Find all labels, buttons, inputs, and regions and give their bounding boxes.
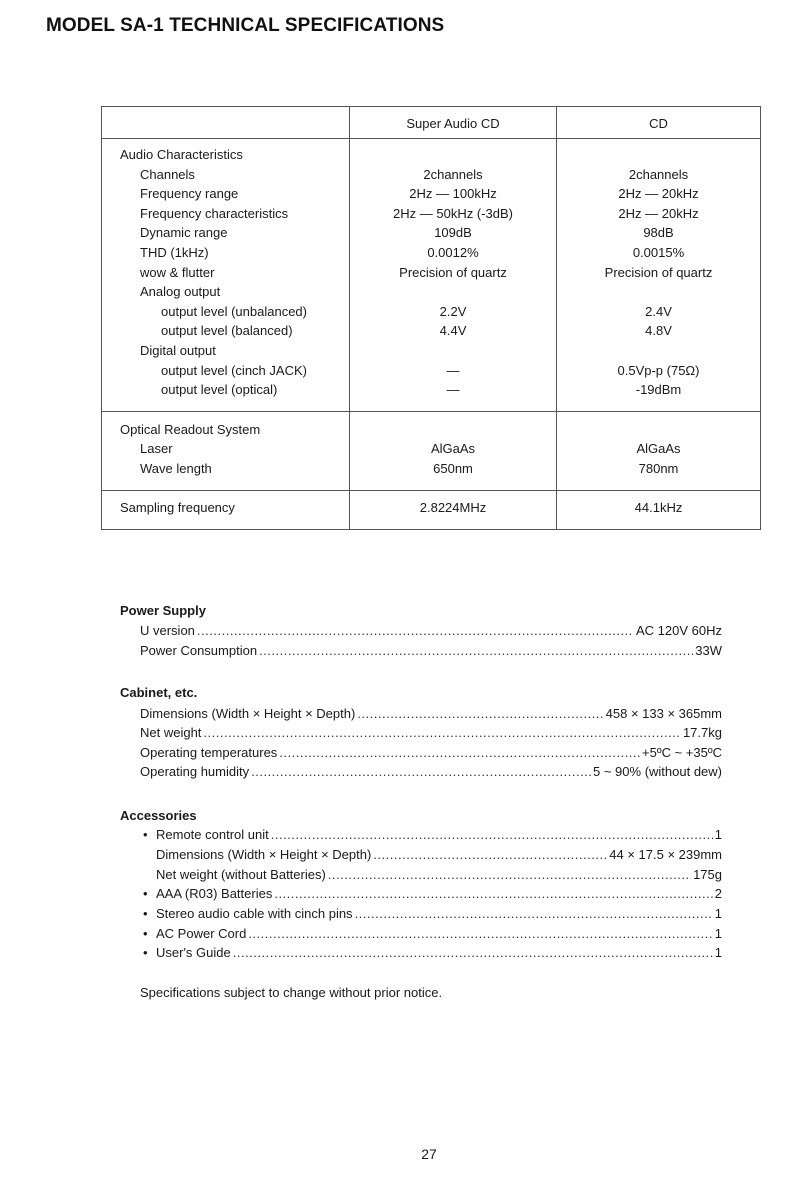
- spec-value: 458 × 133 × 365mm: [605, 706, 722, 721]
- spec-value: 1: [714, 827, 722, 842]
- bullet-icon: •: [143, 906, 148, 921]
- leader-dots: [357, 706, 603, 722]
- row-label: Digital output: [140, 343, 216, 358]
- spec-row: [156, 827, 722, 843]
- section-divider: [102, 490, 760, 491]
- row-label: Analog output: [140, 284, 221, 299]
- leader-dots: [251, 764, 591, 780]
- cd-value: Precision of quartz: [604, 265, 713, 280]
- bullet-icon: •: [143, 886, 148, 901]
- row-label: Frequency characteristics: [140, 206, 289, 221]
- leader-dots: [373, 847, 607, 863]
- sacd-value: Precision of quartz: [399, 265, 507, 280]
- sacd-value: 650nm: [433, 461, 473, 476]
- section-divider: [102, 411, 760, 412]
- spec-row: [140, 725, 722, 741]
- spec-label: Remote control unit: [156, 827, 269, 842]
- row-label: Frequency range: [140, 186, 239, 201]
- spec-value: 1: [714, 926, 722, 941]
- sacd-value: 2.2V: [439, 304, 467, 319]
- header-divider: [102, 138, 760, 139]
- spec-table: [101, 106, 761, 530]
- disclaimer-note: Specifications subject to change without prior notice.: [140, 985, 443, 1000]
- bullet-icon: •: [143, 926, 148, 941]
- row-label: Wave length: [140, 461, 212, 476]
- cd-value: 780nm: [638, 461, 679, 476]
- spec-row: [140, 623, 722, 639]
- spec-label: Dimensions (Width × Height × Depth): [156, 847, 372, 862]
- leader-dots: [248, 926, 712, 942]
- row-label: wow & flutter: [140, 265, 215, 280]
- spec-value: 17.7kg: [682, 725, 722, 740]
- header-cd: CD: [649, 116, 668, 131]
- section-heading: Power Supply: [120, 603, 206, 618]
- leader-dots: [355, 906, 713, 922]
- spec-row: [156, 945, 722, 961]
- cd-value: 2Hz — 20kHz: [618, 206, 699, 221]
- cd-value: 44.1kHz: [634, 500, 683, 515]
- page-title: MODEL SA-1 TECHNICAL SPECIFICATIONS: [46, 15, 445, 36]
- leader-dots: [328, 867, 691, 883]
- sacd-value: 2.8224MHz: [419, 500, 487, 515]
- leader-dots: [274, 886, 712, 902]
- cd-value: 2.4V: [645, 304, 672, 319]
- spec-label: Power Consumption: [140, 643, 258, 658]
- spec-label: Dimensions (Width × Height × Depth): [140, 706, 356, 721]
- spec-label: Net weight: [140, 725, 202, 740]
- cd-value: 2Hz — 20kHz: [618, 186, 699, 201]
- bullet-icon: •: [143, 827, 148, 842]
- sacd-value: 2channels: [423, 167, 483, 182]
- row-label: output level (optical): [161, 382, 278, 397]
- section-heading: Cabinet, etc.: [120, 685, 198, 700]
- spec-row: [140, 764, 722, 780]
- spec-label: Operating humidity: [140, 764, 250, 779]
- spec-value: 5 ~ 90% (without dew): [593, 764, 722, 779]
- spec-value: 1: [714, 945, 722, 960]
- spec-label: User's Guide: [156, 945, 231, 960]
- row-label: output level (balanced): [161, 323, 293, 338]
- sacd-value: 2Hz — 100kHz: [409, 186, 497, 201]
- cd-value: -19dBm: [635, 382, 682, 397]
- page-number: 27: [421, 1146, 437, 1162]
- spec-label: U version: [140, 623, 195, 638]
- row-label: output level (unbalanced): [161, 304, 307, 319]
- cd-value: 0.5Vp-p (75Ω): [617, 363, 700, 378]
- row-label: THD (1kHz): [140, 245, 209, 260]
- cd-value: 4.8V: [645, 323, 672, 338]
- spec-row: [140, 643, 722, 659]
- sacd-value: 0.0012%: [427, 245, 479, 260]
- spec-row: [140, 706, 722, 722]
- row-label: Sampling frequency: [120, 500, 235, 515]
- bullet-icon: •: [143, 945, 148, 960]
- leader-dots: [259, 643, 693, 659]
- leader-dots: [233, 945, 713, 961]
- spec-value: 175g: [693, 867, 722, 882]
- leader-dots: [203, 725, 681, 741]
- spec-value: 44 × 17.5 × 239mm: [609, 847, 722, 862]
- cd-value: 2channels: [628, 167, 689, 182]
- sacd-value: —: [446, 363, 460, 378]
- row-label: output level (cinch JACK): [161, 363, 307, 378]
- spec-row: [156, 867, 722, 883]
- cd-value: 98dB: [643, 225, 674, 240]
- spec-row: [156, 926, 722, 942]
- spec-label: Stereo audio cable with cinch pins: [156, 906, 353, 921]
- spec-row: [156, 847, 722, 863]
- leader-dots: [279, 745, 640, 761]
- cd-value: AlGaAs: [636, 441, 681, 456]
- sacd-value: 4.4V: [439, 323, 467, 338]
- row-label: Dynamic range: [140, 225, 228, 240]
- spec-label: Net weight (without Batteries): [156, 867, 326, 882]
- spec-label: AAA (R03) Batteries: [156, 886, 273, 901]
- spec-row: [156, 906, 722, 922]
- spec-label: Operating temperatures: [140, 745, 278, 760]
- section-heading: Optical Readout System: [120, 422, 261, 437]
- row-label: Channels: [140, 167, 195, 182]
- spec-value: 2: [714, 886, 722, 901]
- header-sacd: Super Audio CD: [406, 116, 500, 131]
- sacd-value: —: [446, 382, 460, 397]
- spec-row: [140, 745, 722, 761]
- spec-value: 1: [714, 906, 722, 921]
- spec-value: 33W: [695, 643, 722, 658]
- leader-dots: [271, 827, 713, 843]
- section-heading: Audio Characteristics: [120, 147, 243, 162]
- spec-label: AC Power Cord: [156, 926, 247, 941]
- sacd-value: AlGaAs: [430, 441, 476, 456]
- spec-value: +5ºC ~ +35ºC: [642, 745, 722, 760]
- leader-dots: [197, 623, 634, 639]
- section-heading: Accessories: [120, 808, 197, 823]
- sacd-value: 2Hz — 50kHz (-3dB): [393, 206, 513, 221]
- cd-value: 0.0015%: [632, 245, 685, 260]
- row-label: Laser: [140, 441, 173, 456]
- spec-row: [156, 886, 722, 902]
- spec-value: AC 120V 60Hz: [636, 623, 722, 638]
- sacd-value: 109dB: [434, 225, 472, 240]
